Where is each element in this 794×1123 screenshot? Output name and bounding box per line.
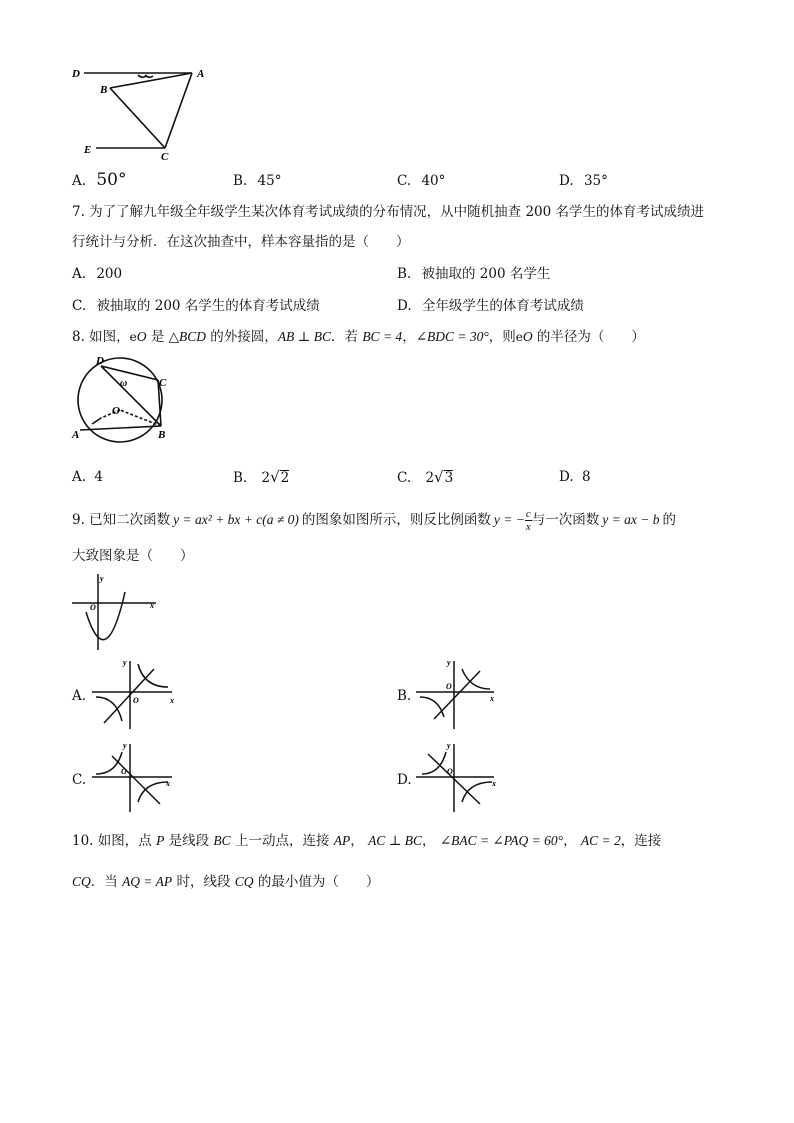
q7-option-c[interactable]: C. 被抽取的 200 名学生的体育考试成绩 bbox=[72, 298, 320, 314]
q9-b-axis-o: O bbox=[446, 682, 452, 691]
q9-c-axis-o: O bbox=[121, 767, 127, 776]
q6-point-E: E bbox=[84, 144, 92, 156]
q9-option-c-graph[interactable] bbox=[92, 740, 180, 814]
q6-point-B: B bbox=[100, 84, 108, 96]
q6-option-b[interactable]: B. 45° bbox=[233, 173, 282, 189]
q6-point-C: C bbox=[161, 151, 169, 163]
q9-b-axis-x: x bbox=[490, 694, 494, 703]
q9-axis-y: y bbox=[100, 574, 104, 583]
q9-stem-line2: 大致图象是（ ） bbox=[72, 548, 194, 564]
q7-option-d[interactable]: D. 全年级学生的体育考试成绩 bbox=[397, 298, 584, 314]
q9-option-c-label[interactable]: C. bbox=[72, 772, 87, 788]
q9-option-a-graph[interactable] bbox=[92, 657, 180, 731]
q8-option-b[interactable]: B. 2√2 bbox=[233, 468, 290, 486]
q8-mark: ω bbox=[120, 378, 128, 389]
q8-option-c[interactable]: C. 2√3 bbox=[397, 468, 454, 486]
q9-option-a-label[interactable]: A. bbox=[72, 688, 87, 704]
q8-figure bbox=[70, 352, 180, 444]
q8-point-O: O bbox=[112, 405, 120, 417]
q6-point-A: A bbox=[197, 68, 205, 80]
q8-point-B: B bbox=[158, 429, 166, 441]
q8-option-d[interactable]: D. 8 bbox=[559, 469, 591, 485]
q9-b-axis-y: y bbox=[447, 658, 451, 667]
q9-axis-o: O bbox=[90, 603, 96, 612]
q9-c-axis-y: y bbox=[123, 741, 127, 750]
q9-parabola-figure bbox=[70, 572, 162, 652]
q8-stem: 8. 如图，eO 是 △BCD 的外接圆，AB ⊥ BC．若 BC = 4，∠BDC = 30°，则eO 的半径为（ ） bbox=[72, 329, 645, 345]
q6-option-a[interactable]: A. 50° bbox=[72, 170, 127, 190]
q9-d-axis-x: x bbox=[492, 779, 496, 788]
q8-option-a[interactable]: A. 4 bbox=[72, 469, 103, 485]
q7-option-a[interactable]: A. 200 bbox=[72, 266, 123, 282]
q9-a-axis-x: x bbox=[170, 696, 174, 705]
q9-axis-x: x bbox=[150, 601, 154, 610]
q10-stem-line2: CQ．当 AQ = AP 时，线段 CQ 的最小值为（ ） bbox=[72, 874, 380, 890]
q8-point-C: C bbox=[159, 377, 167, 389]
q9-d-axis-o: O bbox=[447, 767, 453, 776]
q10-stem-line1: 10. 如图，点 P 是线段 BC 上一动点，连接 AP， AC ⊥ BC， ∠BAC = ∠PAQ = 60°， AC = 2，连接 bbox=[72, 833, 662, 849]
q6-option-c[interactable]: C. 40° bbox=[397, 173, 446, 189]
q6-figure bbox=[70, 62, 220, 164]
q9-option-b-label[interactable]: B. bbox=[397, 688, 412, 704]
q9-d-axis-y: y bbox=[447, 741, 451, 750]
q9-stem-line1: 9. 已知二次函数 y = ax² + bx + c(a ≠ 0) 的图象如图所示，则反比例函数 y = − $\frac{c}{x}$ 与一次函数 y = ax − b 的 bbox=[72, 508, 676, 533]
q9-option-b-graph[interactable] bbox=[414, 657, 502, 731]
q6-option-d[interactable]: D. 35° bbox=[559, 173, 608, 189]
q7-option-b[interactable]: B. 被抽取的 200 名学生 bbox=[397, 266, 551, 282]
q9-a-axis-y: y bbox=[123, 658, 127, 667]
q7-stem-line2: 行统计与分析．在这次抽查中，样本容量指的是（ ） bbox=[72, 234, 410, 250]
q9-c-axis-x: x bbox=[166, 779, 170, 788]
q9-a-axis-o: O bbox=[133, 696, 139, 705]
q7-stem-line1: 7. 为了了解九年级全年级学生某次体育考试成绩的分布情况，从中随机抽查 200 名学生的体育考试成绩进 bbox=[72, 204, 705, 220]
q8-point-A: A bbox=[72, 429, 80, 441]
q9-option-d-graph[interactable] bbox=[414, 740, 502, 814]
q8-point-D: D bbox=[96, 355, 104, 367]
q9-option-d-label[interactable]: D. bbox=[397, 772, 412, 788]
q6-point-D: D bbox=[72, 68, 80, 80]
